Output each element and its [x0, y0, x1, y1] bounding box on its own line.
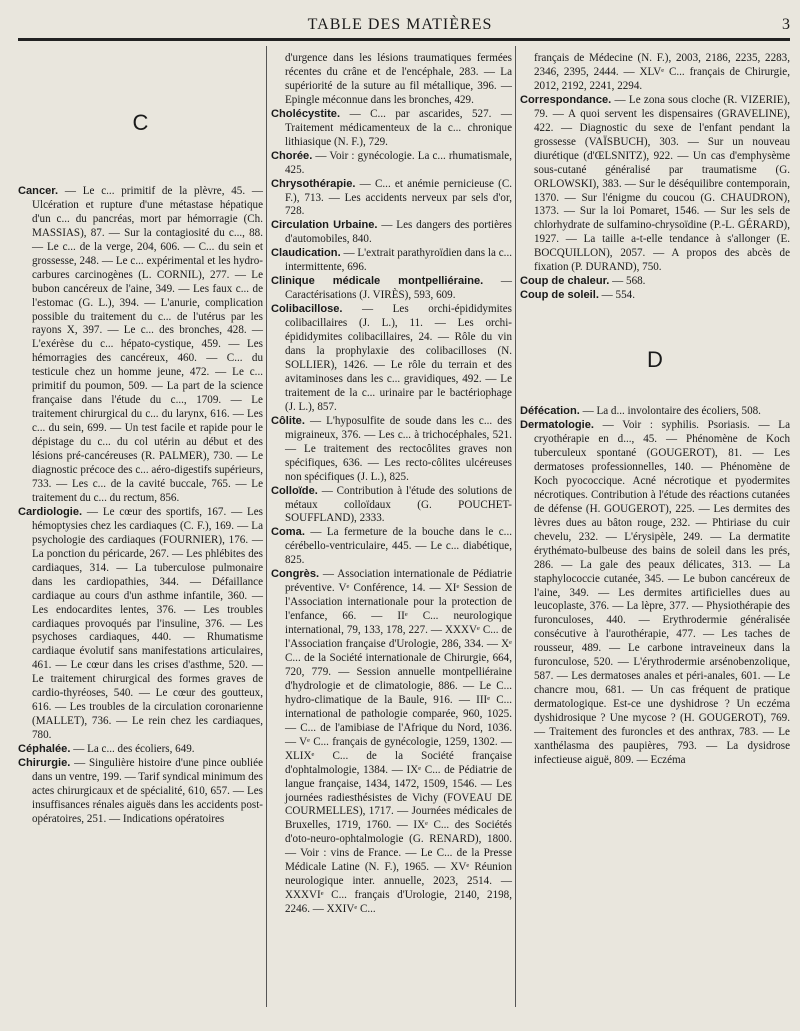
- index-entry: [271, 178, 512, 220]
- index-entry: [271, 526, 512, 568]
- index-entry: [18, 757, 263, 827]
- entry-heading: Coup de soleil.: [520, 289, 599, 302]
- entry-heading: Chorée.: [271, 149, 313, 162]
- index-entry: [520, 94, 790, 275]
- index-entry: [271, 219, 512, 247]
- entry-heading: Circulation Urbaine.: [271, 219, 378, 232]
- section-letter-c: C: [132, 110, 149, 135]
- running-title: TABLE DES MATIÈRES: [307, 16, 493, 33]
- index-entry: [271, 150, 512, 178]
- column-3: [520, 52, 790, 768]
- entry-heading: Chrysothérapie.: [271, 177, 356, 190]
- entry-text: — C... et anémie pernicieuse (C. F.), 713. — Les accidents nerveux par sels d'or, 728.: [285, 177, 512, 218]
- index-entry: [520, 405, 790, 419]
- index-entry: [520, 289, 790, 303]
- entry-heading: Congrès.: [271, 568, 320, 581]
- entry-heading: Claudication.: [271, 247, 341, 260]
- index-entry: [18, 506, 263, 743]
- index-entry: [520, 275, 790, 289]
- entry-heading: Chirurgie.: [18, 757, 71, 770]
- entry-text: — Le c... primitif de la plèvre, 45. — Ulcération et rupture d'une métastase hépatique d'un c... du pancréas, mort par hémorragie (Ch. MASSIAS), 87. — Sur la contagiosité du c..., 88. — Le c... de la verge, 204, 606. — C... du sein et grossesse, 248. — Le c... expérimental et les hydro-carbures carcinogènes (L. CORNIL), 277. — Le bubon cancéreux de l'aine, 349. — Les faux c... de l'estomac (G. L.), 394. — L'anurie, complication possible du traitement du c... de l'utérus par les rayons X, 397. — Le c... des bronches, 428. — L'exérèse du c... hépato-cystique, 459. — Les hémorragies des cancéreux, 460. — C... du testicule chez un homme jeune, 472. — Le c... primitif du poumon, 509. — La part de la science française dans l'étude du c..., 1709. — Le traitement chirurgical du c... du larynx, 616. — Les c... du sein, 699. — Un test facile et rapide pour le dépistage du c... du col utérin au début et des lésions pré-cancéreuses (R. PALMER), 730. — Le diagnostic précoce des c... aéro-digestifs supérieurs, 733. — Les c... de la cavité buccale, 765. — Le traitement du c... du rectum, 856.: [32, 184, 263, 504]
- index-entry: [271, 275, 512, 303]
- entry-heading: Correspondance.: [520, 93, 612, 106]
- index-entry: [18, 185, 263, 506]
- entry-heading: Colloïde.: [271, 484, 318, 497]
- entry-text: — Voir : syphilis. Psoriasis. — La cryothérapie en d..., 45. — Phénomène de Koch tuberculeux spontané (GOUGEROT), 81. — Les dermatoses professionnelles, 140. — Phénomène de Koch pyococcique. Acné nécrotique et pyodermites nécrotiques. Contribution à l'étude des réactions cutanées de défense (H. GOUGEROT), 225. — Les dermites des lèvres dues au bâton rouge, 232. — Phtiriase du cuir chevelu, 232. — L'érysipèle, 249. — La dermatite érythémato-bulbeuse des bains de soleil dans les prés, 286. — La gale des peaux délicates, 313. — La staphylococcie cutanée, 345. — Le bubon cancéreux de l'aine, 349. — Les dermites artificielles dues au leucoplaste, 376. — La lèpre, 377. — Physiothérapie des furonculoses, 440. — Erythrodermie généralisée consécutive à l'aurothérapie, 477. — Les taches de rousseur, 489. — Le carbone intraveineux dans la furonculose, 520. — L'érythrodermie arsénobenzolique, 587. — Les dermatoses anales et péri-anales, 601. — Le chancre mou, 681. — Un cas fréquent de pratique dermatologique. Est-ce une dyshidrose ? Un eczéma dyshidrosique ? Une mycose ? (H. GOUGEROT), 769. — Traitement des furoncles et des anthrax, 783. — Le xanthélasma des paupières, 793. — La dysidrose infectieuse aiguë, 809. — Eczéma: [534, 419, 790, 766]
- index-entry: [271, 247, 512, 275]
- entry-list: [520, 94, 790, 303]
- entry-heading: Dermatologie.: [520, 419, 594, 432]
- index-entry: [271, 108, 512, 150]
- entry-text: — Caractérisations (J. VIRÈS), 593, 609.: [285, 275, 512, 302]
- entry-text: — Le cœur des sportifs, 167. — Les hémoptysies chez les cardiaques (C. F.), 169. — La psychologie des cardiaques (FOURNIER), 176. — La ponction du péricarde, 267. — Les phlébites des cardiaques, 314. — La tuberculose pulmonaire dans les cardiopathies, 344. — Défaillance cardiaque au cours d'un asthme infantile, 360. — Les endocardites lentes, 376. — Les troubles cardiaques provoqués par l'insuline, 376. — Les psychoses cardiaques, 440. — Rhumatisme cardiaque évolutif sans manifestations articulaires, 461. — Le cœur dans les crises d'asthme, 520. — Le traitement chirurgical des formes graves de cardio-thyréoses, 540. — Le cœur des goutteux, 616. — Les troubles de la circulation coronarienne (MALLET), 736. — Le rein chez les cardiaques, 780.: [32, 505, 263, 742]
- entry-heading: Côlite.: [271, 414, 305, 427]
- entry-text: — 554.: [598, 289, 635, 302]
- entry-text: — C... par ascarides, 527. — Traitement médicamenteux de la c... chronique lithiasique (N. F.), 729.: [285, 107, 512, 148]
- page-header: [0, 0, 800, 42]
- index-entry: [271, 415, 512, 485]
- entry-text: — La c... des écoliers, 649.: [70, 743, 195, 756]
- entry-text: — Voir : gynécologie. La c... rhumatismale, 425.: [285, 149, 512, 176]
- entry-text: — 568.: [609, 275, 646, 288]
- index-entry: [271, 485, 512, 527]
- section-letter-d: D: [647, 347, 663, 373]
- index-entry: [271, 568, 512, 917]
- entry-heading: Coma.: [271, 526, 305, 539]
- entry-text: — Le zona sous cloche (R. VIZERIE), 79. — A quoi servent les dispensaires (GRAVELINE), 422. — Diagnostic du sexe de l'enfant pendant la grossesse (VAÏSBUCH), 303. — Sur un nouveau diurétique (d'ŒLSNITZ), 922. — Un cas d'emphysème sous-cutané généralisé par traumatisme (G. ORLOWSKI), 383. — Sur le déséquilibre contemporain, 1370. — Sur l'énigme du coucou (G. CHAUDRON), 1373. — Sur la loi Pomaret, 1546. — Sur les sels de chlorhydrate de sulfamino-chrysoïdine (P.-L. GÉRARD), 1927. — La taille a-t-elle tendance à s'allonger (E. BOCQUILLON), 2057. — A propos des abcès de fixation (P. DURAND), 750.: [534, 93, 790, 274]
- entry-list: [271, 108, 512, 917]
- entry-heading: Coup de chaleur.: [520, 275, 610, 288]
- entry-text: — La d... involontaire des écoliers, 508.: [579, 405, 761, 418]
- entry-text: — L'extrait parathyroïdien dans la c... intermittente, 696.: [285, 247, 512, 274]
- continued-entry: d'urgence dans les lésions traumatiques fermées récentes du crâne et de l'encéphale, 283. — La supériorité de la suture au fil métallique, 396. — Epingle méconnue dans les bronches, 429.: [285, 52, 512, 106]
- index-entry: [271, 303, 512, 415]
- entry-list: [520, 405, 790, 768]
- entry-text: — Contribution à l'étude des solutions de métaux colloïdaux (G. POUCHET-SOUFFLAND), 2333.: [285, 484, 512, 525]
- entry-heading: Céphalée.: [18, 743, 71, 756]
- entry-list: [18, 185, 263, 827]
- entry-text: — La fermeture de la bouche dans le c... cérébello-ventriculaire, 445. — Le c... diabétique, 825.: [285, 526, 512, 567]
- entry-heading: Cholécystite.: [271, 107, 341, 120]
- index-entry: [18, 743, 263, 757]
- entry-heading: Cardiologie.: [18, 505, 83, 518]
- page-number: 3: [782, 16, 790, 33]
- column-2: [271, 52, 512, 917]
- entry-text: — Singulière histoire d'une pince oubliée dans un ventre, 199. — Tarif syndical minimum des actes chirurgicaux et de spécialité, 610, 657. — Les insuffisances rénales aiguës dans les accidents post-opératoires, 251. — Indications opératoires: [32, 757, 263, 825]
- entry-text: — L'hyposulfite de soude dans les c... des migraineux, 376. — Les c... à trichocéphales, 521. — Le traitement des rectocôlites graves non spécifiques, 636. — Les recto-côlites ulcéreuses non spécifiques (J. L.), 825.: [285, 414, 512, 483]
- column-1: [18, 52, 263, 827]
- entry-heading: Colibacillose.: [271, 303, 343, 316]
- entry-heading: Cancer.: [18, 184, 59, 197]
- header-rule: [18, 38, 790, 41]
- continued-entry: français de Médecine (N. F.), 2003, 2186, 2235, 2283, 2346, 2395, 2444. — XLVᵉ C... français de Chirurgie, 2012, 2192, 2241, 2294.: [534, 52, 790, 92]
- index-entry: [520, 419, 790, 768]
- entry-text: — Les dangers des portières d'automobiles, 840.: [285, 219, 512, 246]
- entry-heading: Défécation.: [520, 405, 580, 418]
- column-divider: [515, 46, 516, 1007]
- column-divider: [266, 46, 267, 1007]
- entry-text: — Les orchi-épididymites colibacillaires (J. L.), 11. — Les orchi-épididymites colibacillaires, 24. — Rôle du vin dans la prophylaxie des colibacilloses (N. SOLLIER), 1426. — Le rôle du terrain et des avitaminoses dans les c... gravidiques, 492. — Le traitement de la c... urinaire par le bactériophage (J. L.), 857.: [285, 303, 512, 413]
- entry-heading: Clinique médicale montpelliéraine.: [271, 275, 484, 288]
- entry-text: — Association internationale de Pédiatrie préventive. Vᵉ Conférence, 14. — XIᵉ Session de l'Association internationale pour la protection de l'enfance, 66. — IIᵉ C... neurologique international, 79, 133, 178, 227. — XXXVᵉ C... de l'Association française d'Urologie, 286, 334. — Xᵉ C... de la Société internationale de Chirurgie, 664, 720, 779. — Session annuelle montpelliéraine d'hydrologie et de climatologie, 886. — Le C... hydro-climatique de la Baule, 916. — IIIᵉ C... international de pathologie comparée, 960, 1025. — C... de l'amibiase de l'Afrique du Nord, 1036. — Vᵉ C... français de gynécologie, 1259, 1302. — XLIXᵉ C... de la Société française d'ophtalmologie, 1384. — IXᵉ C... de Pédiatrie de langue française, 1434, 1472, 1509, 1546. — Les journées radiesthésistes de Vichy (FOVEAU DE COURMELLES), 1717. — Journées médicales de Bruxelles, 1719, 1760. — IXᵉ C... des Sociétés d'oto-neuro-ophtalmologie (G. RENARD), 1800. — Voir : vins de France. — Le C... de la Presse Médicale Latine (N. F.), 1965. — XVᵉ Réunion neurologique inter. annuelle, 2023, 2514. — XXXVIᵉ C... français d'Urologie, 2140, 2198, 2246. — XXIVᵉ C...: [285, 568, 512, 916]
